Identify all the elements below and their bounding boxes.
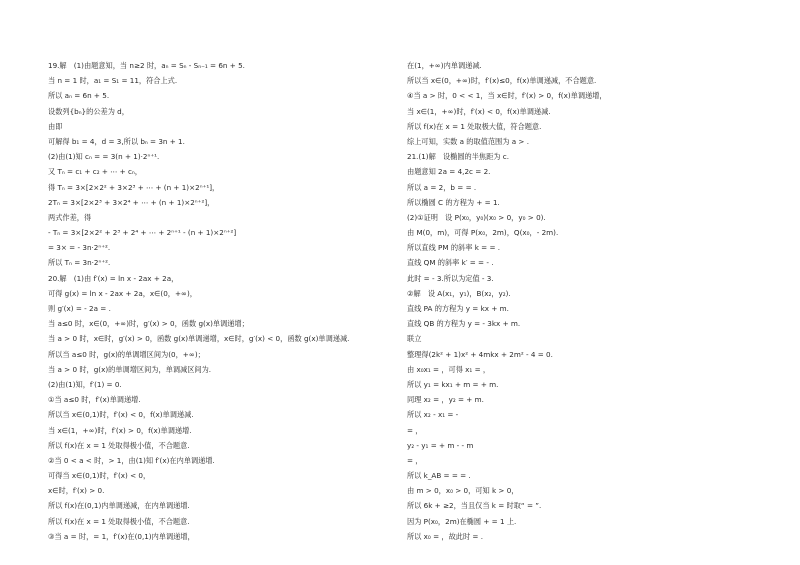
- left-column-text-line: 所以 aₙ = 6n + 5.: [48, 91, 110, 101]
- left-column-text-line: 得 Tₙ = 3×[2×2² + 3×2³ + ⋯ + (n + 1)×2ⁿ⁺¹]，: [48, 182, 220, 192]
- right-column-text-line: 所以直线 PM 的斜率 k = = .: [407, 243, 501, 253]
- right-column-text-line: = ，: [407, 455, 423, 465]
- left-column-text-line: 所以当 a≤0 时，g(x)的单调增区间为(0，+∞)；: [48, 349, 205, 359]
- right-column-text-line: 所以 a = 2，b = = .: [407, 182, 477, 192]
- right-column-text-line: 此时 = - 3.所以为定值 - 3.: [407, 273, 494, 283]
- right-column-text-line: 同理 x₂ = ，y₂ = + m.: [407, 395, 484, 405]
- left-column-text-line: 2Tₙ = 3×[2×2³ + 3×2⁴ + ⋯ + (n + 1)×2ⁿ⁺²]，: [48, 197, 215, 207]
- right-column-text-line: (2)①证明 设 P(x₀，y₀)(x₀ > 0，y₀ > 0).: [407, 212, 546, 222]
- right-column-text-line: ④当 a > 时，0 < < 1，当 x∈时，f′(x) > 0，f(x)单调递增，: [407, 91, 607, 101]
- left-column-text-line: 所以 f(x)在 x = 1 处取得极小值，不合题意.: [48, 516, 190, 526]
- left-column-text-line: 可得当 x∈(0,1)时，f′(x) < 0，: [48, 471, 151, 481]
- left-column-text-line: 所以 f(x)在(0,1)内单调递减，在内单调递增.: [48, 501, 190, 511]
- right-column-text-line: 所以 k_AB = = = .: [407, 471, 471, 481]
- left-column-text-line: 则 g′(x) = - 2a = .: [48, 304, 111, 313]
- right-column-text-line: 由 x₀x₁ = ，可得 x₁ = ，: [407, 364, 491, 374]
- left-column-text-line: 当 x∈(1，+∞)时，f′(x) > 0，f(x)单调递增.: [48, 425, 192, 435]
- right-column-text-line: 直线 QB 的方程为 y = - 3kx + m.: [407, 319, 521, 329]
- left-column-text-line: (2)由(1)知，f′(1) = 0.: [48, 379, 122, 389]
- right-column-text-line: 所以椭圆 C 的方程为 + = 1.: [407, 197, 500, 207]
- right-column-text-line: 所以 y₁ = kx₁ + m = + m.: [407, 379, 499, 389]
- right-column-text-line: 21.(1)解 设椭圆的半焦距为 c.: [407, 152, 510, 162]
- left-column-text-line: = 3× = - 3n·2ⁿ⁺².: [48, 243, 111, 253]
- right-column-text-line: 当 x∈(1，+∞)时，f′(x) < 0，f(x)单调递减.: [407, 106, 551, 116]
- left-column-text-line: (2)由(1)知 cₙ = = 3(n + 1)·2ⁿ⁺¹.: [48, 152, 160, 162]
- left-column-text-line: 当 a≤0 时，x∈(0，+∞)时，g′(x) > 0，函数 g(x)单调递增；: [48, 319, 249, 329]
- left-column-text-line: ③当 a = 时，= 1，f′(x)在(0,1)内单调递增，: [48, 531, 195, 541]
- right-column-text-line: ②解 设 A(x₁，y₁)，B(x₂，y₂).: [407, 288, 511, 298]
- right-column-text-line: 所以当 x∈(0，+∞)时，f′(x)≤0，f(x)单调递减，不合题意.: [407, 76, 597, 86]
- right-column-text-line: 由 m > 0，x₀ > 0，可知 k > 0，: [407, 486, 519, 496]
- left-column-text-line: ①当 a≤0 时，f′(x)单调递增.: [48, 395, 141, 405]
- left-column-text-line: 当 a > 0 时，g(x)的单调增区间为，单调减区间为.: [48, 364, 212, 374]
- left-column-text-line: 又 Tₙ = c₁ + c₂ + ⋯ + cₙ，: [48, 167, 142, 177]
- right-column-text-line: 由题意知 2a = 4,2c = 2.: [407, 167, 491, 177]
- right-column-text-line: 因为 P(x₀，2m)在椭圆 + = 1 上.: [407, 516, 517, 526]
- left-column-text-line: 两式作差，得: [48, 212, 92, 222]
- right-column-text-line: 所以 x₂ - x₁ = -: [407, 410, 459, 420]
- left-column-text-line: 由即: [48, 121, 63, 131]
- left-column: [48, 58, 393, 544]
- left-column-text-line: - Tₙ = 3×[2×2² + 2³ + 2⁴ + ⋯ + 2ⁿ⁺¹ - (n + 1)×2ⁿ⁺²]: [48, 228, 237, 238]
- left-column-text-line: 20.解 (1)由 f′(x) = ln x - 2ax + 2a，: [48, 273, 179, 283]
- left-column-text-line: 设数列{bₙ}的公差为 d，: [48, 106, 129, 116]
- right-column-text-line: 所以 6k + ≥2，当且仅当 k = 时取“ = ”.: [407, 501, 542, 511]
- left-column-text-line: 当 n = 1 时，a₁ = S₁ = 11，符合上式.: [48, 76, 178, 86]
- right-column-text-line: y₂ - y₁ = + m - - m: [407, 440, 474, 450]
- right-column-text-line: 由 M(0，m)，可得 P(x₀，2m)，Q(x₀，- 2m).: [407, 228, 559, 238]
- right-column-text-line: 所以 f(x)在 x = 1 处取极大值，符合题意.: [407, 121, 542, 131]
- left-column-text-line: 19.解 (1)由题意知，当 n≥2 时，aₙ = Sₙ - Sₙ₋₁ = 6n + 5.: [48, 61, 245, 70]
- left-column-text-line: 可得 g(x) = ln x - 2ax + 2a，x∈(0，+∞)，: [48, 288, 197, 298]
- right-column-text-line: = ，: [407, 425, 423, 435]
- right-column-text-line: 直线 PA 的方程为 y = kx + m.: [407, 304, 509, 313]
- left-column-text-line: 当 a > 0 时，x∈时，g′(x) > 0，函数 g(x)单调递增，x∈时，g′(x) < 0，函数 g(x)单调递减.: [48, 334, 350, 344]
- right-column-text-line: 综上可知，实数 a 的取值范围为 a > .: [407, 136, 529, 146]
- left-column-text-line: 所以 f(x)在 x = 1 处取得极小值，不合题意.: [48, 440, 190, 450]
- left-column-text-line: 所以 Tₙ = 3n·2ⁿ⁺².: [48, 258, 111, 268]
- right-column: [407, 58, 752, 544]
- right-column-text-line: 联立: [407, 334, 422, 344]
- right-column-text-line: 直线 QM 的斜率 k′ = = - .: [407, 258, 494, 268]
- left-column-text-line: ②当 0 < a < 时，> 1，由(1)知 f′(x)在内单调递增.: [48, 455, 215, 465]
- left-column-text-line: 可解得 b₁ = 4，d = 3,所以 bₙ = 3n + 1.: [48, 136, 185, 146]
- right-column-text-line: 在(1，+∞)内单调递减.: [407, 61, 482, 70]
- left-column-text-line: x∈时，f′(x) > 0.: [48, 486, 105, 496]
- right-column-text-line: 所以 x₀ = ，故此时 = .: [407, 531, 484, 541]
- right-column-text-line: 整理得(2k² + 1)x² + 4mkx + 2m² - 4 = 0.: [407, 349, 553, 359]
- left-column-text-line: 所以当 x∈(0,1)时，f′(x) < 0，f(x)单调递减.: [48, 410, 194, 420]
